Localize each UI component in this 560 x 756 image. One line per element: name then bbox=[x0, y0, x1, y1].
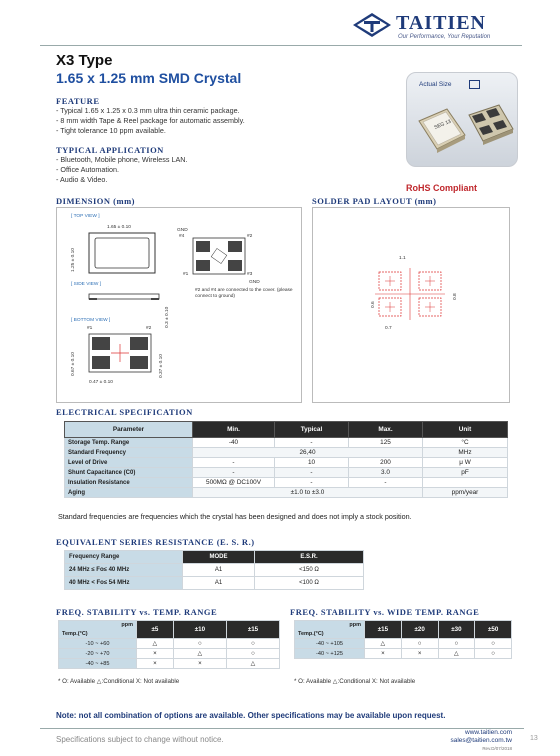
table-cell: - bbox=[349, 478, 423, 488]
row-label: -40 ~ +105 bbox=[295, 639, 365, 649]
feature-item: - Tight tolerance 10 ppm available. bbox=[56, 126, 166, 135]
table-header-row bbox=[295, 621, 512, 639]
table-row bbox=[65, 488, 508, 498]
header-divider bbox=[40, 45, 522, 46]
table-row bbox=[295, 649, 512, 659]
product-photo bbox=[406, 72, 518, 167]
row-label: -20 ~ +70 bbox=[59, 649, 137, 659]
side-view-label: [ SIDE VIEW ] bbox=[71, 282, 102, 287]
table-cell: ○ bbox=[226, 639, 279, 649]
electrical-heading: ELECTRICAL SPECIFICATION bbox=[56, 407, 193, 417]
website-link[interactable]: www.taitien.com bbox=[465, 729, 512, 736]
gnd-bottom-label: GND bbox=[249, 280, 260, 285]
stab-temp-table bbox=[58, 620, 280, 669]
table-cell: <100 Ω bbox=[255, 577, 364, 590]
column-header: Typical bbox=[275, 422, 349, 438]
product-subtitle: 1.65 x 1.25 mm SMD Crystal bbox=[56, 70, 242, 86]
feature-item: - Typical 1.65 x 1.25 x 0.3 mm ultra thin ceramic package. bbox=[56, 106, 240, 115]
actual-size-box bbox=[469, 80, 480, 89]
row-label: -40 ~ +125 bbox=[295, 649, 365, 659]
table-cell: -40 bbox=[193, 438, 275, 448]
product-type: X3 Type bbox=[56, 52, 113, 69]
table-row bbox=[65, 478, 508, 488]
taitien-logo bbox=[352, 12, 522, 46]
brand-tagline: Our Performance, Your Reputation bbox=[398, 34, 491, 40]
row-label: -10 ~ +60 bbox=[59, 639, 137, 649]
availability-note: Note: not all combination of options are available. Other specifications may be available upon request. bbox=[56, 711, 446, 720]
solder-bottom-dim: 0.7 bbox=[385, 326, 392, 331]
table-cell: ○ bbox=[401, 639, 438, 649]
application-item: - Bluetooth, Mobile phone, Wireless LAN. bbox=[56, 155, 188, 164]
pin4-label: #4 bbox=[179, 234, 185, 239]
table-cell: <150 Ω bbox=[255, 564, 364, 577]
table-cell: △ bbox=[365, 639, 402, 649]
pin-connection-note: #2 and #4 are connected to the cover. (please connect to ground) bbox=[195, 288, 293, 299]
feature-list bbox=[56, 106, 245, 136]
corner-temp: Temp.(°C) bbox=[298, 631, 324, 637]
row-label: -40 ~ +85 bbox=[59, 659, 137, 669]
table-row bbox=[65, 564, 364, 577]
application-item: - Audio & Video. bbox=[56, 175, 108, 184]
brand-name: TAITIEN bbox=[396, 12, 486, 34]
table-cell: ppm/year bbox=[423, 488, 508, 498]
top-view-outline bbox=[87, 230, 159, 276]
table-cell: ○ bbox=[475, 639, 512, 649]
table-cell: ○ bbox=[226, 649, 279, 659]
table-cell: △ bbox=[173, 649, 226, 659]
bottom-view-outline bbox=[87, 332, 155, 374]
table-cell: A1 bbox=[183, 564, 255, 577]
column-header: Min. bbox=[193, 422, 275, 438]
row-label: Level of Drive bbox=[65, 458, 193, 468]
table-cell: ○ bbox=[173, 639, 226, 649]
stab-wide-legend: * O: Available △:Conditional X: Not available bbox=[294, 678, 416, 685]
stab-temp-legend: * O: Available △:Conditional X: Not available bbox=[58, 678, 180, 685]
stab-wide-heading: FREQ. STABILITY vs. WIDE TEMP. RANGE bbox=[290, 607, 480, 617]
table-row bbox=[295, 639, 512, 649]
column-header: E.S.R. bbox=[255, 551, 364, 564]
row-label: 40 MHz < Fo≤ 54 MHz bbox=[65, 577, 183, 590]
bottom-view-label: [ BOTTOM VIEW ] bbox=[71, 318, 111, 323]
thickness-dim: 0.3 ± 0.10 bbox=[165, 306, 170, 328]
table-cell: ±1.0 to ±3.0 bbox=[193, 488, 423, 498]
column-header: ±15 bbox=[365, 621, 402, 639]
pin-diagram bbox=[191, 236, 247, 276]
email-link[interactable]: sales@taitien.com.tw bbox=[450, 737, 512, 744]
table-cell: - bbox=[275, 438, 349, 448]
row-label: Aging bbox=[65, 488, 193, 498]
column-header: ±15 bbox=[226, 621, 279, 639]
rohs-label: RoHS Compliant bbox=[406, 183, 477, 193]
column-header: ±10 bbox=[173, 621, 226, 639]
chip-marking: SEG 13 bbox=[433, 118, 452, 131]
top-height-dim: 1.25 ± 0.10 bbox=[71, 248, 76, 272]
top-view-label: [ TOP VIEW ] bbox=[71, 214, 100, 219]
table-cell: - bbox=[193, 458, 275, 468]
table-row bbox=[59, 639, 280, 649]
feature-heading: FEATURE bbox=[56, 96, 100, 106]
row-label: Insulation Resistance bbox=[65, 478, 193, 488]
table-row bbox=[65, 458, 508, 468]
solder-width-dim: 1.1 bbox=[399, 256, 406, 261]
pad-gap-dim: 0.37 ± 0.10 bbox=[159, 354, 164, 378]
table-cell: μ W bbox=[423, 458, 508, 468]
table-cell: - bbox=[275, 478, 349, 488]
table-header-row bbox=[65, 422, 508, 438]
table-cell: 3.0 bbox=[349, 468, 423, 478]
dimension-drawing bbox=[56, 207, 302, 403]
pin1-bottom: #1 bbox=[87, 326, 93, 331]
column-header: Frequency Range bbox=[65, 551, 183, 564]
corner-ppm: ppm bbox=[349, 622, 361, 628]
pad-height-dim: 0.67 ± 0.10 bbox=[71, 352, 76, 376]
stab-wide-table bbox=[294, 620, 512, 659]
gnd-top-label: GND bbox=[177, 228, 188, 233]
row-label: 24 MHz ≤ Fo≤ 40 MHz bbox=[65, 564, 183, 577]
page-number: 13 bbox=[530, 735, 538, 742]
column-header: MODE bbox=[183, 551, 255, 564]
solder-pad-heading: SOLDER PAD LAYOUT (mm) bbox=[312, 196, 437, 206]
table-cell: MHz bbox=[423, 448, 508, 458]
table-cell: 500MΩ @ DC100V bbox=[193, 478, 275, 488]
row-label: Standard Frequency bbox=[65, 448, 193, 458]
table-row bbox=[65, 468, 508, 478]
table-header-row bbox=[59, 621, 280, 639]
table-cell: × bbox=[173, 659, 226, 669]
dimension-heading: DIMENSION (mm) bbox=[56, 196, 136, 206]
column-header: ±5 bbox=[137, 621, 174, 639]
table-cell: - bbox=[275, 468, 349, 478]
table-row bbox=[65, 448, 508, 458]
column-header: Max. bbox=[349, 422, 423, 438]
table-cell: ○ bbox=[438, 639, 475, 649]
table-cell: - bbox=[193, 468, 275, 478]
footer-disclaimer: Specifications subject to change without notice. bbox=[56, 735, 224, 744]
corner-ppm: ppm bbox=[121, 622, 133, 628]
table-cell: △ bbox=[226, 659, 279, 669]
standard-frequency-note: Standard frequencies are frequencies which the crystal has been designed and does not imply a stock position. bbox=[58, 512, 412, 521]
column-header: ±50 bbox=[475, 621, 512, 639]
table-cell: △ bbox=[438, 649, 475, 659]
table-cell: pF bbox=[423, 468, 508, 478]
table-cell: × bbox=[401, 649, 438, 659]
feature-item: - 8 mm width Tape & Reel package for automatic assembly. bbox=[56, 116, 245, 125]
top-width-dim: 1.65 ± 0.10 bbox=[107, 225, 131, 230]
table-row bbox=[65, 577, 364, 590]
revision-code: Rev.D/07/2018 bbox=[482, 746, 512, 751]
corner-header bbox=[59, 621, 137, 639]
table-cell: 10 bbox=[275, 458, 349, 468]
table-cell: 26,40 bbox=[193, 448, 423, 458]
electrical-spec-table bbox=[64, 421, 508, 498]
side-view-outline bbox=[87, 292, 167, 302]
row-label: Shunt Capacitance (C0) bbox=[65, 468, 193, 478]
footer-contact bbox=[450, 729, 512, 753]
solder-pad-drawing bbox=[312, 207, 510, 403]
table-row bbox=[65, 438, 508, 448]
column-header: ±30 bbox=[438, 621, 475, 639]
table-cell: 200 bbox=[349, 458, 423, 468]
table-row bbox=[59, 659, 280, 669]
application-item: - Office Automation. bbox=[56, 165, 119, 174]
table-cell: × bbox=[137, 659, 174, 669]
table-row bbox=[59, 649, 280, 659]
corner-header bbox=[295, 621, 365, 639]
row-label: Storage Temp. Range bbox=[65, 438, 193, 448]
column-header: Unit bbox=[423, 422, 508, 438]
solder-height-dim: 0.6 bbox=[371, 301, 376, 308]
esr-table bbox=[64, 550, 364, 590]
table-header-row bbox=[65, 551, 364, 564]
table-cell: 125 bbox=[349, 438, 423, 448]
pin1-label-right: #1 bbox=[183, 272, 189, 277]
table-cell: △ bbox=[137, 639, 174, 649]
solder-pad-layout bbox=[375, 266, 447, 324]
pin3-label-right: #3 bbox=[247, 272, 253, 277]
application-heading: TYPICAL APPLICATION bbox=[56, 145, 164, 155]
table-cell: A1 bbox=[183, 577, 255, 590]
pin2-label-right: #2 bbox=[247, 234, 253, 239]
table-cell bbox=[423, 478, 508, 488]
crystal-chips-image bbox=[413, 95, 517, 163]
table-cell: × bbox=[137, 649, 174, 659]
table-cell: ○ bbox=[475, 649, 512, 659]
actual-size-label: Actual Size bbox=[419, 81, 452, 88]
pin2-bottom: #2 bbox=[146, 326, 152, 331]
corner-temp: Temp.(°C) bbox=[62, 631, 88, 637]
stab-temp-heading: FREQ. STABILITY vs. TEMP. RANGE bbox=[56, 607, 218, 617]
taitien-logo-icon bbox=[352, 12, 392, 38]
application-list bbox=[56, 155, 187, 185]
table-cell: × bbox=[365, 649, 402, 659]
column-header: Parameter bbox=[65, 422, 193, 438]
column-header: ±20 bbox=[401, 621, 438, 639]
table-cell: °C bbox=[423, 438, 508, 448]
esr-heading: EQUIVALENT SERIES RESISTANCE (E. S. R.) bbox=[56, 537, 255, 547]
pad-width-dim: 0.47 ± 0.10 bbox=[89, 380, 113, 385]
solder-pitch-dim: 0.8 bbox=[453, 293, 458, 300]
